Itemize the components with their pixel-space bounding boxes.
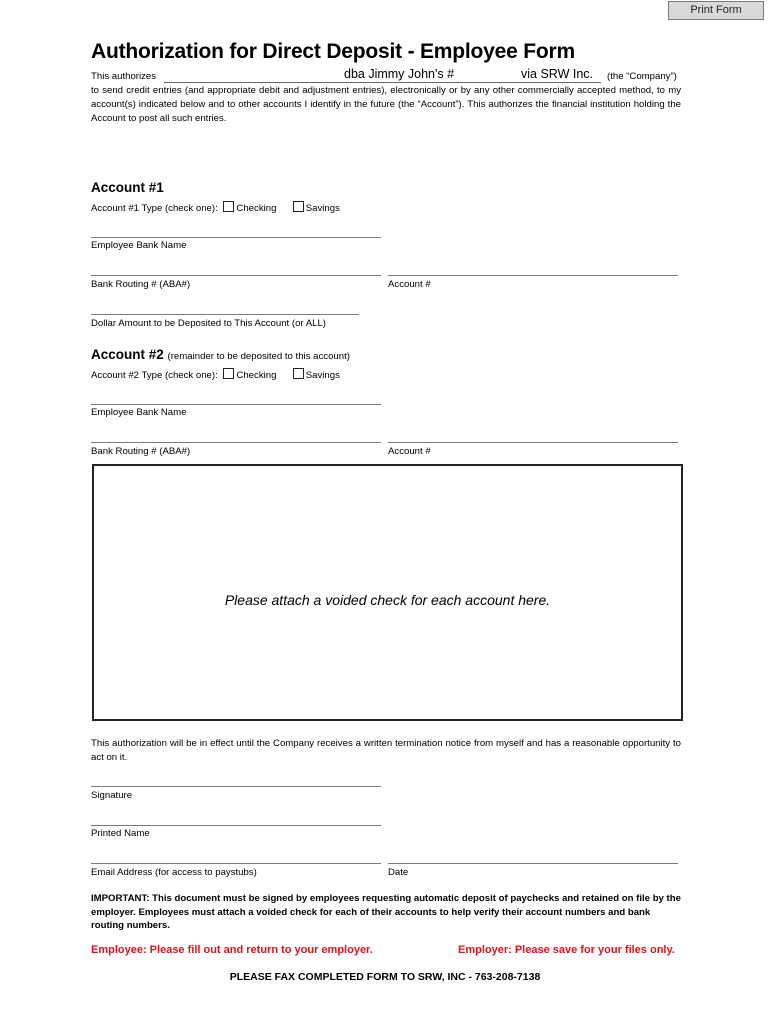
- email-field[interactable]: [91, 863, 381, 864]
- company-name-field[interactable]: [164, 82, 601, 83]
- date-field[interactable]: [388, 863, 678, 864]
- employer-note: Employer: Please save for your files only.: [458, 944, 675, 956]
- account1-checking-label: Checking: [236, 203, 277, 214]
- intro-company-suffix: (the “Company”): [607, 71, 677, 82]
- account2-heading-row: [91, 347, 350, 362]
- account2-checking-label: Checking: [236, 370, 277, 381]
- page-title: Authorization for Direct Deposit - Employee Form: [91, 40, 575, 63]
- account1-type-row: [91, 201, 340, 214]
- account1-checking-checkbox[interactable]: [223, 201, 234, 212]
- account1-savings-checkbox[interactable]: [293, 201, 304, 212]
- account2-bank-name-field[interactable]: [91, 404, 381, 405]
- account2-routing-label: Bank Routing # (ABA#): [91, 446, 191, 457]
- intro-first-line: [91, 67, 681, 84]
- employee-note: Employee: Please fill out and return to your employer.: [91, 944, 373, 956]
- account1-account-label: Account #: [388, 279, 431, 290]
- voided-check-area: [92, 464, 683, 721]
- account1-account-field[interactable]: [388, 275, 678, 276]
- company-fill-text: dba Jimmy John's #: [344, 67, 455, 81]
- account1-bank-name-label: Employee Bank Name: [91, 240, 187, 251]
- account2-heading: Account #2: [91, 347, 164, 362]
- account1-savings-label: Savings: [305, 203, 340, 214]
- account1-amount-label: Dollar Amount to be Deposited to This Account (or ALL): [91, 318, 326, 329]
- account2-bank-name-label: Employee Bank Name: [91, 407, 187, 418]
- fax-instruction: PLEASE FAX COMPLETED FORM TO SRW, INC - 763-208-7138: [229, 971, 541, 983]
- account1-routing-field[interactable]: [91, 275, 381, 276]
- account2-savings-checkbox[interactable]: [293, 368, 304, 379]
- account1-routing-label: Bank Routing # (ABA#): [91, 279, 191, 290]
- account2-account-label: Account #: [388, 446, 431, 457]
- account1-bank-name-field[interactable]: [91, 237, 381, 238]
- account2-checking-checkbox[interactable]: [223, 368, 234, 379]
- date-label: Date: [388, 867, 409, 878]
- signature-field[interactable]: [91, 786, 381, 787]
- printed-name-label: Printed Name: [91, 828, 150, 839]
- account2-routing-field[interactable]: [91, 442, 381, 443]
- signature-label: Signature: [91, 790, 133, 801]
- important-notice: IMPORTANT: This document must be signed by employees requesting automatic deposit of paychecks and retained on file by the employer. Employees must attach a voided check for each of their accounts to help verify their account numbers and bank routing numbers.: [91, 893, 681, 931]
- printed-name-field[interactable]: [91, 825, 381, 826]
- print-form-button[interactable]: Print Form: [668, 1, 764, 20]
- intro-body: to send credit entries (and appropriate debit and adjustment entries), electronically or by any other commercially accepted method, to my account(s) indicated below and to other accounts I identify in the future (the “Account”). This authorizes the financial institution holding the Account to post all such entries.: [91, 85, 681, 124]
- intro-prefix: This authorizes: [91, 71, 157, 82]
- account2-note: (remainder to be deposited to this account): [167, 351, 350, 362]
- account1-type-label: Account #1 Type (check one):: [91, 203, 218, 214]
- intro-paragraph: [91, 67, 681, 126]
- account2-savings-label: Savings: [305, 370, 340, 381]
- account2-type-label: Account #2 Type (check one):: [91, 370, 218, 381]
- email-label: Email Address (for access to paystubs): [91, 867, 257, 878]
- voided-check-message: Please attach a voided check for each account here.: [224, 592, 551, 608]
- account2-type-row: [91, 368, 340, 381]
- account1-amount-field[interactable]: [91, 314, 359, 315]
- account1-heading: Account #1: [91, 180, 164, 195]
- effect-paragraph: This authorization will be in effect until the Company receives a written termination notice from myself and has a reasonable opportunity to act on it.: [91, 738, 681, 763]
- via-fill-text: via SRW Inc.: [521, 67, 594, 81]
- account2-account-field[interactable]: [388, 442, 678, 443]
